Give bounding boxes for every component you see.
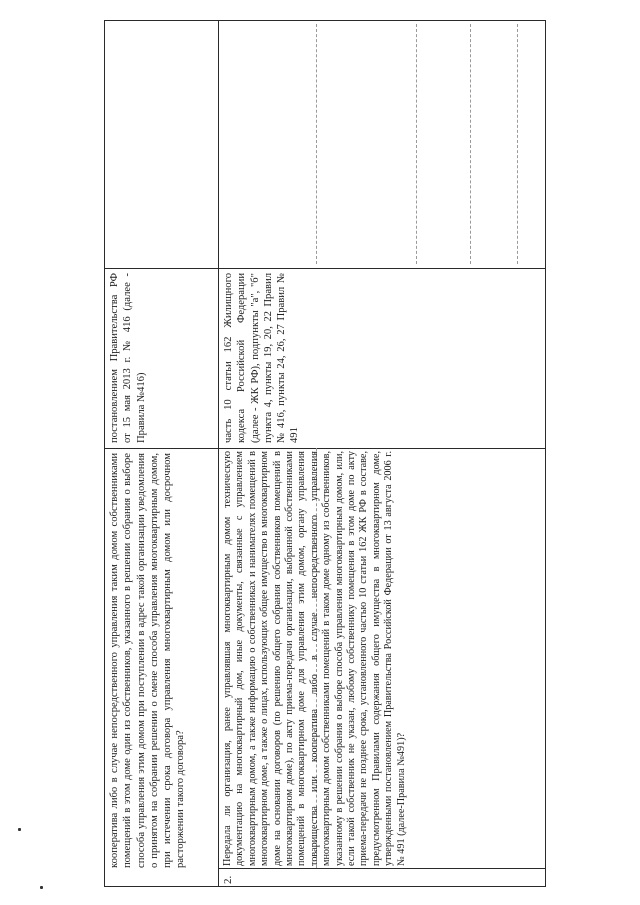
row1-question-cell: [108, 453, 218, 868]
scan-speck-1: [18, 828, 21, 831]
table-border-top: [104, 20, 546, 21]
table-border-bottom: [104, 886, 546, 887]
row2-reference-cell: [222, 273, 342, 443]
row1-reference-text: постановлением Правительства РФ от 15 мая 2013 г. № 416 (далее - Правила №416): [109, 273, 147, 443]
dashed-line-1: [316, 24, 317, 264]
column-divider-question: [104, 448, 545, 449]
table-border-right: [545, 20, 546, 887]
row1-question-text: кооператива либо в случае непосредственного управления таким домом собственниками помещений в этом доме один из собственников, указанного в решении собрания о выборе способа управления этим домом при поступлении в адрес такой организации уведомления о принятом на собрании решении о смене способа управления многоквартирным домом, при истечении срока договора управления многоквартирным домом или досрочном расторжении такого договора?: [109, 453, 187, 868]
row2-question-text: Передала ли организация, ранее управлявшая многоквартирным домом техническую документацию на многоквартирный дом, иные документы, связанные с управлением многоквартирным домом, а также информацию о собственниках и нанимателях помещений в многоквартирном доме, а также о лицах, использующих общее имущество в многоквартирном доме на основании договоров (по решению общего собрания собственников помещений в многоквартирном доме), по акту приема-передачи организации, выбранной собственниками помещений в многоквартирном доме для управления этим домом, органу управления товарищества или кооператива либо в случае непосредственного управления многоквартирным домом собственниками помещений в таком доме одному из собственников, указанному в решении собрания о выборе способа управления многоквартирным домом, или, если такой собственник не указан, любому собственнику помещения в этом доме по акту приема-передачи не позднее срока, установленного частью 10 статьи 162 ЖК РФ в составе, предусмотренном Правилами содержания общего имущества в многоквартирном доме, утвержденными постановлением Правительства Российской Федерации от 13 августа 2006 г. № 491 (далее-Правила №491)?: [222, 451, 407, 866]
row1-reference-cell: [108, 273, 218, 443]
table-border-left: [104, 20, 105, 887]
dashed-line-2: [416, 24, 417, 264]
dashed-line-3: [470, 24, 471, 264]
column-divider-reference: [104, 268, 545, 269]
row2-reference-text: часть 10 статьи 162 Жилищного кодекса Российской Федерации (далее - ЖК РФ), подпункты "а", "б" пункта 4, пункты 19, 20, 22 Правил № 416, пункты 24, 26, 27 Правил № 491: [223, 273, 301, 443]
dashed-line-4: [517, 24, 518, 264]
row-divider-1: [218, 20, 219, 887]
row2-question-cell: [222, 451, 542, 866]
column-divider-number: [218, 868, 545, 869]
scan-speck-2: [40, 886, 43, 889]
row2-number: 2.: [222, 875, 234, 884]
